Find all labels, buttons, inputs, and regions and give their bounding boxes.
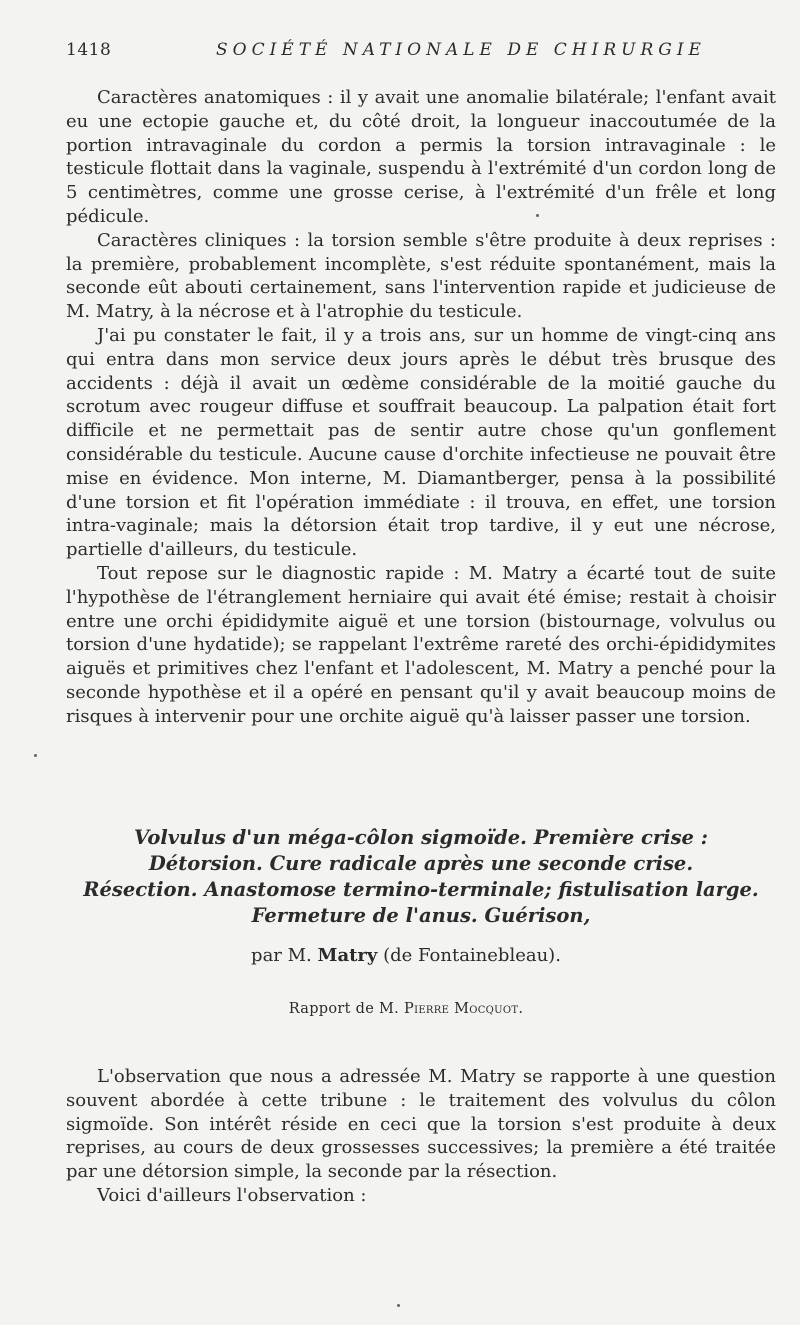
report-author: Pierre Mocquot.: [404, 1001, 524, 1017]
running-title: SOCIÉTÉ NATIONALE DE CHIRURGIE: [216, 40, 706, 60]
print-speck: [397, 1304, 400, 1307]
byline-author: Matry: [317, 945, 378, 966]
article-title-line: Résection. Anastomose termino-terminale; fistulisation large.: [83, 878, 759, 901]
page-number: 1418: [66, 40, 112, 60]
paragraph: Voici d'ailleurs l'observation :: [97, 1184, 367, 1206]
byline-suffix: (de Fontainebleau).: [383, 945, 561, 966]
print-speck: [34, 754, 37, 757]
article-title-line: Détorsion. Cure radicale après une seconde crise.: [148, 852, 694, 875]
paragraph: L'observation que nous a adressée M. Matry se rapporte à une question souvent abordée à cette tribune : le traitement des volvulus du côlon sigmoïde. Son intérêt réside en ceci que la torsion s'est produite à deux reprises, au cours de deux grossesses successives; la première a été traitée par une détorsion simple, la seconde par la résection.: [66, 1066, 776, 1183]
article-title-line: Fermeture de l'anus. Guérison,: [251, 904, 591, 927]
report-prefix: Rapport de M.: [288, 1001, 400, 1017]
byline-prefix: par M.: [251, 945, 312, 966]
article-title-line: Volvulus d'un méga-côlon sigmoïde. Première crise :: [134, 826, 708, 849]
report-line: [66, 1001, 746, 1017]
print-speck: [536, 214, 539, 217]
body-text-top: [66, 86, 776, 729]
byline: [66, 945, 746, 966]
paragraph: J'ai pu constater le fait, il y a trois ans, sur un homme de vingt-cinq ans qui entra dans mon service deux jours après le début très brusque des accidents : déjà il avait un œdème considérable de la moitié gauche du scrotum avec rougeur diffuse et souffrait beaucoup. La palpation était fort difficile et ne permettait pas de sentir autre chose qu'un gonflement considérable du testicule. Aucune cause d'orchite infectieuse ne pouvait être mise en évidence. Mon interne, M. Diamantberger, pensa à la possibilité d'une torsion et fit l'opération immédiate : il trouva, en effet, une torsion intra-vaginale; mais la détorsion était trop tardive, il y eut une nécrose, partielle d'ailleurs, du testicule.: [66, 324, 776, 561]
paragraph: Caractères cliniques : la torsion semble s'être produite à deux reprises : la première, probablement incomplète, s'est réduite spontanément, mais la seconde eût abouti certainement, sans l'intervention rapide et judicieuse de M. Matry, à la nécrose et à l'atrophie du testicule.: [66, 229, 776, 323]
page-header: [66, 40, 776, 64]
paragraph: Tout repose sur le diagnostic rapide : M. Matry a écarté tout de suite l'hypothèse de l'étranglement herniaire qui avait été émise; restait à choisir entre une orchi épididymite aiguë et une torsion (bistournage, volvulus ou torsion d'une hydatide); se rappelant l'extrême rareté des orchi-épididymites aiguës et primitives chez l'enfant et l'adolescent, M. Matry a penché pour la seconde hypothèse et il a opéré en pensant qu'il y avait beaucoup moins de risques à intervenir pour une orchite aiguë qu'à laisser passer une torsion.: [66, 562, 776, 727]
paragraph: Caractères anatomiques : il y avait une anomalie bilatérale; l'enfant avait eu une ectopie gauche et, du côté droit, la longueur inaccoutumée de la portion intravaginale du cordon a permis la torsion intravaginale : le testicule flottait dans la vaginale, suspendu à l'extrémité d'un cordon long de 5 centimètres, comme une grosse cerise, à l'extrémité d'un frêle et long pédicule.: [66, 87, 776, 227]
article-title-block: [66, 825, 776, 929]
body-text-bottom: [66, 1065, 776, 1208]
